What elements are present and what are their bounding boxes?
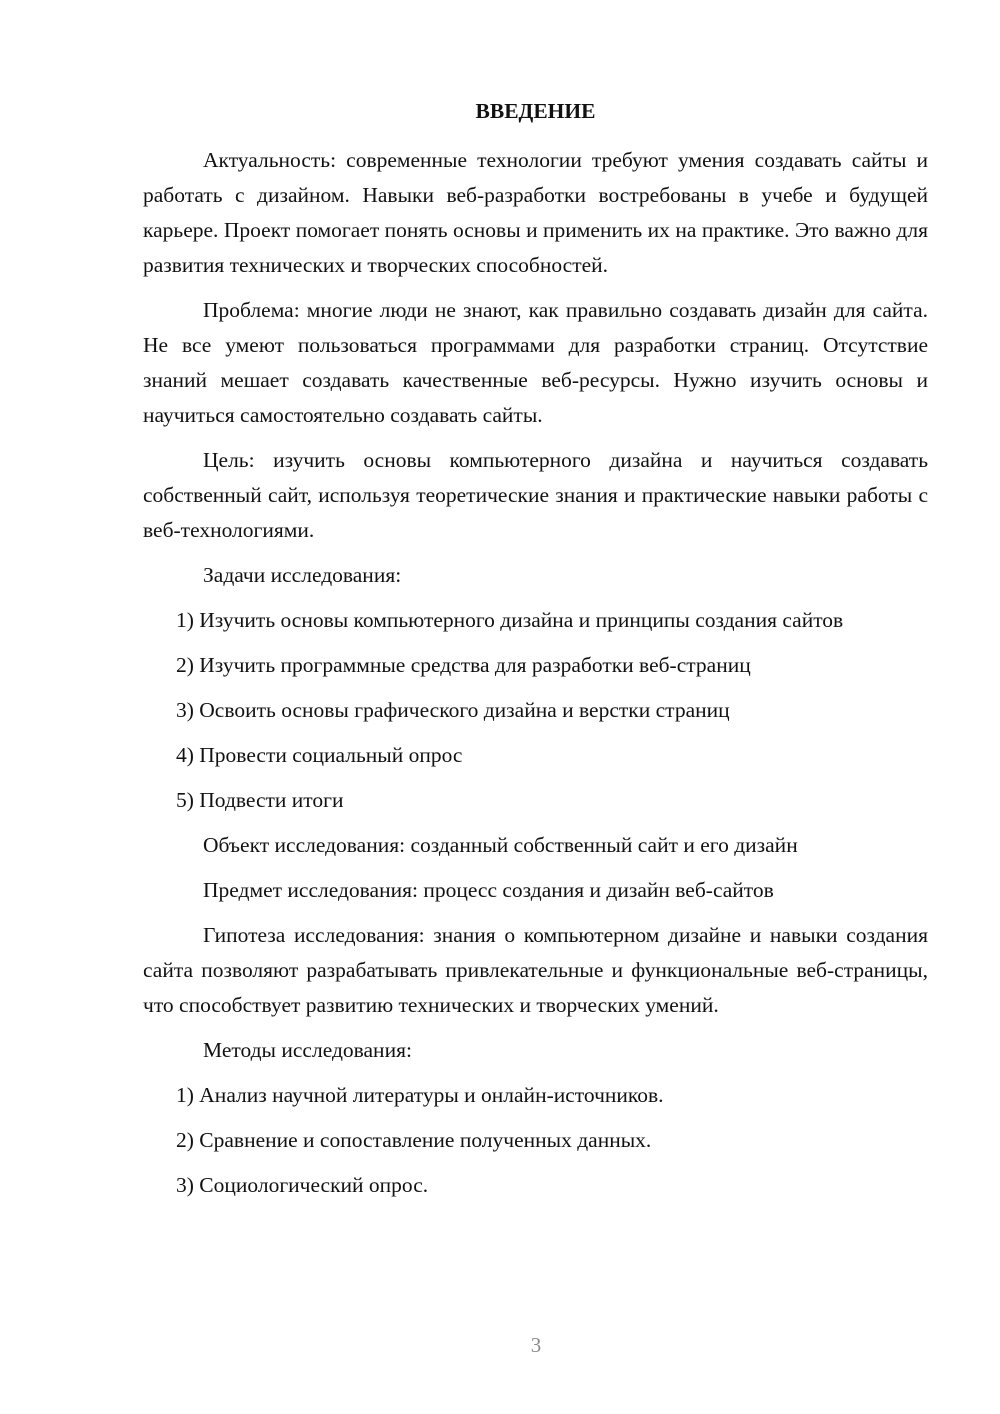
page-number: 3 — [530, 1333, 542, 1357]
object-paragraph: Объект исследования: созданный собственный сайт и его дизайн — [203, 833, 798, 857]
tasks-list — [143, 603, 928, 818]
list-item: 1) Изучить основы компьютерного дизайна и принципы создания сайтов — [176, 608, 844, 632]
list-item: 3) Освоить основы графического дизайна и верстки страниц — [176, 698, 730, 722]
tasks-heading: Задачи исследования: — [203, 563, 402, 587]
document-body — [143, 94, 928, 1213]
goal-paragraph: Цель: изучить основы компьютерного дизайна и научиться создавать собственный сайт, используя теоретические знания и практические навыки работы с веб-технологиями. — [143, 448, 928, 542]
list-item: 4) Провести социальный опрос — [176, 743, 463, 767]
methods-heading: Методы исследования: — [203, 1038, 412, 1062]
subject-paragraph: Предмет исследования: процесс создания и дизайн веб-сайтов — [203, 878, 774, 902]
list-item: 2) Изучить программные средства для разработки веб-страниц — [176, 653, 751, 677]
methods-list — [143, 1078, 928, 1203]
list-item: 1) Анализ научной литературы и онлайн-источников. — [176, 1083, 664, 1107]
section-title: ВВЕДЕНИЕ — [475, 99, 596, 123]
list-item: 5) Подвести итоги — [176, 788, 344, 812]
list-item: 2) Сравнение и сопоставление полученных данных. — [176, 1128, 652, 1152]
relevance-paragraph: Актуальность: современные технологии требуют умения создавать сайты и работать с дизайном. Навыки веб-разработки востребованы в учебе и будущей карьере. Проект помогает понять основы и применить их на практике. Это важно для развития технических и творческих способностей. — [143, 148, 928, 277]
list-item: 3) Социологический опрос. — [176, 1173, 429, 1197]
hypothesis-paragraph: Гипотеза исследования: знания о компьютерном дизайне и навыки создания сайта позволяют разрабатывать привлекательные и функциональные веб-страницы, что способствует развитию технических и творческих умений. — [143, 923, 928, 1017]
problem-paragraph: Проблема: многие люди не знают, как правильно создавать дизайн для сайта. Не все умеют пользоваться программами для разработки страниц. Отсутствие знаний мешает создавать качественные веб-ресурсы. Нужно изучить основы и научиться самостоятельно создавать сайты. — [143, 298, 928, 427]
